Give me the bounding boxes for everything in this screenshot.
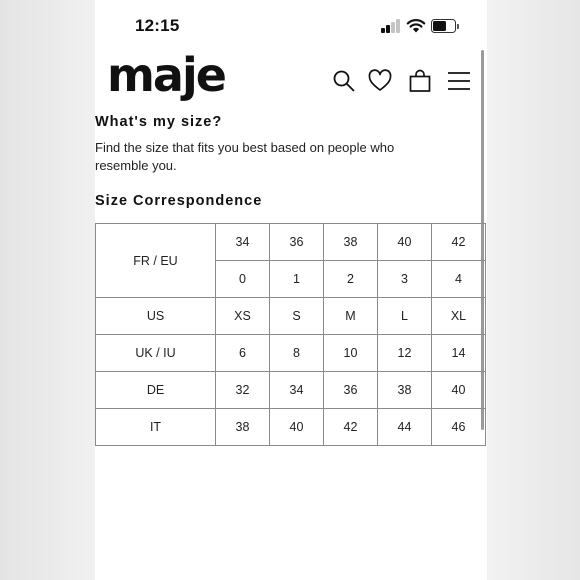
table-cell: 38 [324, 224, 378, 261]
table-row [96, 335, 486, 372]
table-cell: 8 [270, 335, 324, 372]
table-row [96, 224, 486, 261]
cellular-signal-icon [381, 19, 403, 33]
table-row [96, 409, 486, 446]
page-description: Find the size that fits you best based on people who resemble you. [95, 140, 395, 173]
table-cell: 34 [216, 224, 270, 261]
status-bar [95, 0, 487, 50]
table-cell: 38 [216, 409, 270, 446]
table-row [96, 298, 486, 335]
table-cell: 36 [270, 224, 324, 261]
table-cell: L [378, 298, 432, 335]
table-cell: 46 [432, 409, 486, 446]
table-cell: 32 [216, 372, 270, 409]
table-cell: 14 [432, 335, 486, 372]
table-row [96, 372, 486, 409]
table-cell: 4 [432, 261, 486, 298]
table-cell: 12 [378, 335, 432, 372]
background-left [0, 0, 95, 580]
table-cell: 10 [324, 335, 378, 372]
table-cell: 34 [270, 372, 324, 409]
table-cell: 40 [432, 372, 486, 409]
table-cell: 44 [378, 409, 432, 446]
table-cell: 36 [324, 372, 378, 409]
status-time: 12:15 [135, 16, 180, 35]
row-label: US [96, 298, 216, 335]
row-label: DE [96, 372, 216, 409]
menu-icon[interactable] [446, 68, 472, 94]
section-title: Size Correspondence [95, 193, 263, 209]
table-cell: 1 [270, 261, 324, 298]
table-cell: S [270, 298, 324, 335]
table-cell: 38 [378, 372, 432, 409]
row-label: FR / EU [96, 224, 216, 298]
table-cell: 40 [270, 409, 324, 446]
table-cell: XS [216, 298, 270, 335]
search-icon[interactable] [331, 68, 357, 94]
background-right [487, 0, 580, 580]
size-correspondence-table [95, 223, 486, 446]
table-cell: XL [432, 298, 486, 335]
phone-screen [95, 0, 487, 580]
row-label: UK / IU [96, 335, 216, 372]
wifi-icon [406, 17, 426, 33]
row-label: IT [96, 409, 216, 446]
table-cell: 42 [432, 224, 486, 261]
table-cell: M [324, 298, 378, 335]
table-cell: 2 [324, 261, 378, 298]
heart-icon[interactable] [367, 68, 393, 94]
table-cell: 40 [378, 224, 432, 261]
table-cell: 6 [216, 335, 270, 372]
page-title: What's my size? [95, 114, 223, 130]
table-cell: 42 [324, 409, 378, 446]
bag-icon[interactable] [407, 68, 433, 94]
table-cell: 3 [378, 261, 432, 298]
table-cell: 0 [216, 261, 270, 298]
battery-icon [431, 19, 460, 33]
brand-logo[interactable]: maje [107, 48, 225, 102]
